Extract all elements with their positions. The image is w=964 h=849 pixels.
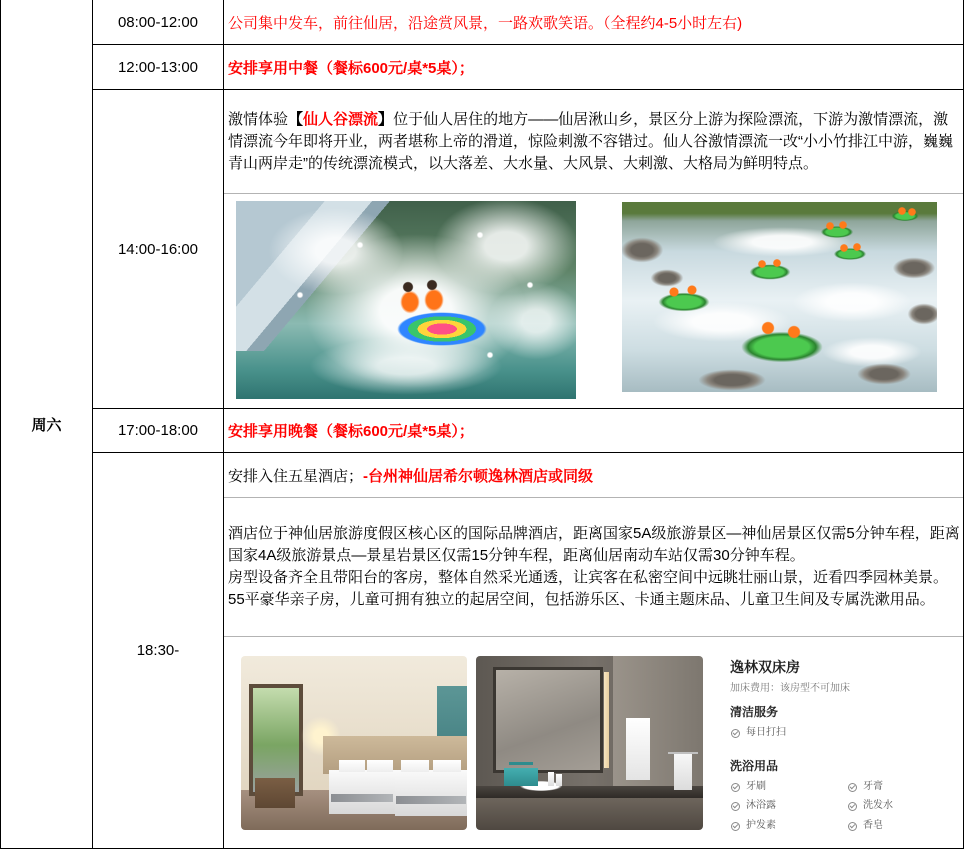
check-circle-icon: [848, 822, 857, 831]
amenity-item: [731, 800, 776, 812]
bracket-open: 【: [288, 110, 304, 128]
rafting-photos-block: [224, 194, 963, 408]
hotel-checkin-line: [224, 453, 963, 498]
time-label: 14:00-16:00: [117, 240, 199, 258]
check-circle-icon: [731, 729, 740, 738]
day-cell: [0, 0, 93, 849]
check-circle-icon: [731, 802, 740, 811]
extra-bed-note: 加床费用：该房型不可加床: [730, 683, 850, 694]
time-cell-dinner: [93, 409, 224, 453]
time-label: 08:00-12:00: [117, 13, 199, 31]
time-label: 17:00-18:00: [117, 422, 199, 439]
rafting-description-block: [224, 90, 963, 194]
twin-room-photo: [241, 656, 467, 830]
hotel-family-room-paragraph: 55平豪华亲子房，儿童可拥有独立的起居空间，包括游乐区、卡通主题床品、儿童卫生间及专属洗漱用品。: [228, 591, 935, 608]
amenity-item: [848, 800, 893, 812]
bathroom-photo: [476, 656, 703, 830]
activity-cell-hotel: [224, 453, 964, 849]
river-rafts-photo: [622, 202, 937, 392]
activity-cell-dinner: [224, 409, 964, 453]
lunch-text: 安排享用中餐（餐标600元/桌*5桌）；: [228, 59, 474, 77]
attraction-name: 仙人谷漂流: [303, 110, 379, 128]
amenity-label: 洗发水: [863, 800, 893, 811]
amenity-item: [848, 820, 883, 832]
time-label: 12:00-13:00: [117, 58, 199, 76]
room-info-card: [728, 656, 960, 838]
cleaning-service-title: 清洁服务: [730, 705, 779, 719]
amenity-label: 护发素: [746, 820, 776, 831]
time-cell-hotel: [93, 453, 224, 849]
activity-cell-lunch: [224, 45, 964, 90]
hotel-room-paragraph: 房型设备齐全且带阳台的客房，整体自然采光通透，让宾客在私密空间中远眺壮丽山景，近看四季园林美景。: [228, 569, 949, 586]
amenity-label: 沐浴露: [746, 800, 776, 811]
day-label: 周六: [31, 416, 62, 434]
rafting-intro: 激情体验: [228, 110, 289, 128]
check-circle-icon: [848, 802, 857, 811]
hotel-description-block: [224, 498, 963, 637]
hotel-location-paragraph: 酒店位于神仙居旅游度假区核心区的国际品牌酒店，距离国家5A级旅游景区—神仙居景区仅需5分钟车程，距离国家4A级旅游景点—景星岩景区仅需15分钟车程，距离仙居南动车站仅需30分钟车程。: [228, 525, 960, 564]
amenity-label: 牙刷: [746, 781, 766, 792]
check-circle-icon: [848, 783, 857, 792]
check-circle-icon: [731, 822, 740, 831]
amenity-label: 牙膏: [863, 781, 883, 792]
bracket-close: 】: [378, 110, 394, 128]
amenity-item: [731, 820, 776, 832]
time-cell-rafting: [93, 90, 224, 409]
dinner-text: 安排享用晚餐（餐标600元/桌*5桌）；: [228, 423, 474, 440]
checkin-text: 安排入住五星酒店；: [228, 467, 364, 485]
amenity-item: [731, 727, 786, 739]
amenity-label: 香皂: [863, 820, 883, 831]
hotel-name: -台州神仙居希尔顿逸林酒店或同级: [363, 467, 594, 485]
time-label: 18:30-: [136, 642, 180, 659]
hotel-photos-block: [224, 637, 963, 848]
amenity-label: 每日打扫: [746, 727, 786, 738]
activity-cell-rafting: [224, 90, 964, 409]
activity-cell-departure: [224, 0, 964, 45]
time-cell-departure: [93, 0, 224, 45]
rafting-detail: 位于仙人居住的地方——仙居湫山乡，景区分上游为探险漂流，下游为激情漂流，激情漂流今年即将开业，两者堪称上帝的滑道，惊险刺激不容错过。仙人谷激情漂流一改“小小竹排江中游，巍巍青山两岸走”的传统漂流模式，以大落差、大水量、大风景、大刺激、大格局为鲜明特点。: [228, 110, 954, 172]
rafting-description: [228, 109, 961, 175]
check-circle-icon: [731, 783, 740, 792]
departure-text: 公司集中发车，前往仙居，沿途赏风景，一路欢歌笑语。（全程约4-5小时左右): [228, 14, 743, 32]
rafting-slide-splash-photo: [236, 201, 576, 399]
room-type-title: 逸林双床房: [730, 659, 800, 675]
toiletries-title: 洗浴用品: [730, 759, 779, 773]
amenity-item: [848, 781, 883, 793]
time-cell-lunch: [93, 45, 224, 90]
amenity-item: [731, 781, 766, 793]
